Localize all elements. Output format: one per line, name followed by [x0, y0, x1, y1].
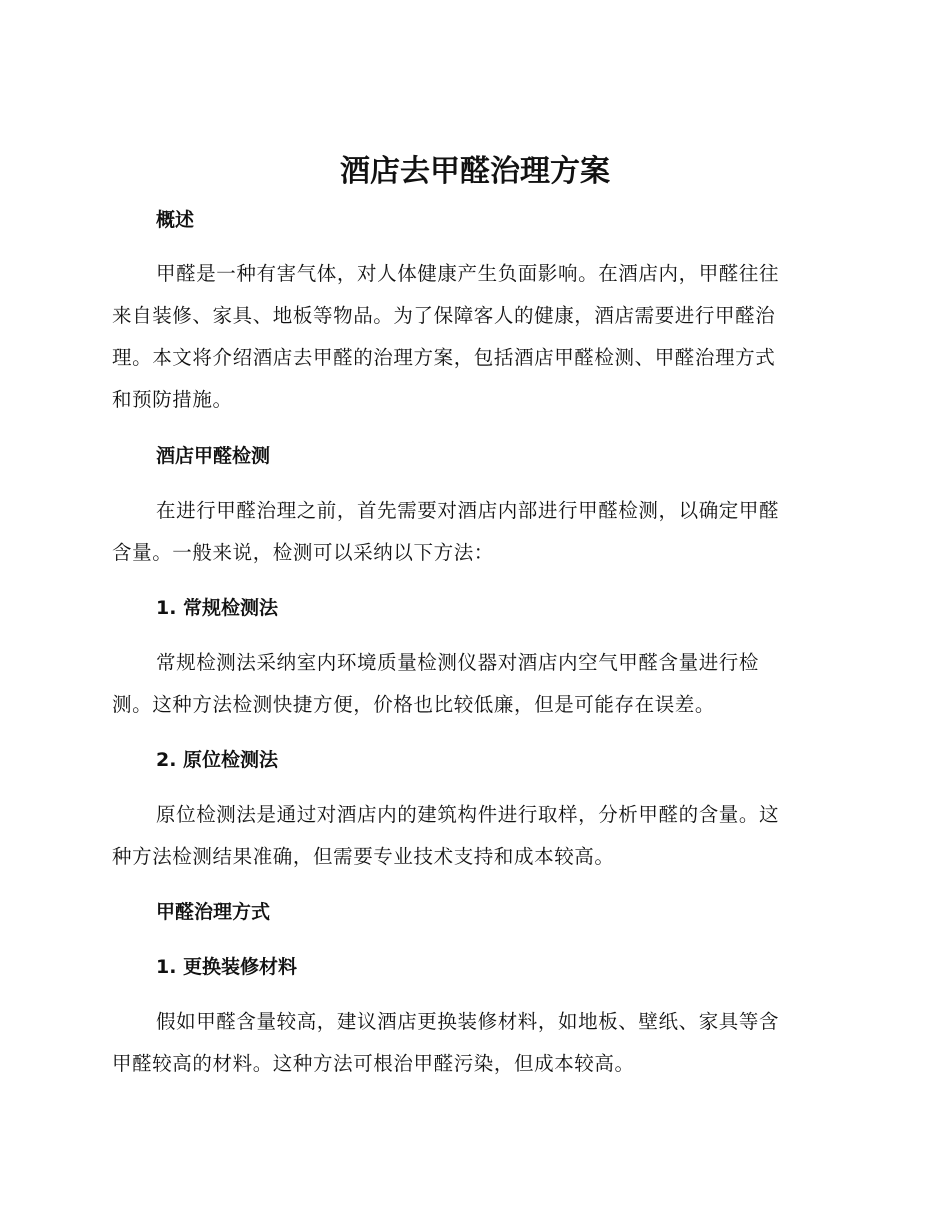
- paragraph-line: 常规检测法采纳室内环境质量检测仪器对酒店内空气甲醛含量进行检: [156, 651, 760, 674]
- paragraph-line: 在进行甲醛治理之前，首先需要对酒店内部进行甲醛检测，以确定甲醛: [156, 499, 780, 522]
- paragraph-line: 理。本文将介绍酒店去甲醛的治理方案，包括酒店甲醛检测、甲醛治理方式: [112, 346, 776, 369]
- document-title: 酒店去甲醛治理方案: [340, 154, 610, 189]
- paragraph-line: 甲醛是一种有害气体，对人体健康产生负面影响。在酒店内，甲醛往往: [156, 262, 780, 285]
- paragraph-in-situ-detection: [112, 794, 852, 878]
- paragraph-line: 来自装修、家具、地板等物品。为了保障客人的健康，酒店需要进行甲醛治: [112, 304, 776, 327]
- section-heading-detection: 酒店甲醛检测: [156, 445, 271, 467]
- paragraph-line: 含量。一般来说，检测可以采纳以下方法：: [112, 541, 494, 564]
- paragraph-overview: [112, 253, 852, 421]
- paragraph-detection: [112, 490, 852, 574]
- paragraph-replace-materials: [112, 1001, 852, 1085]
- paragraph-line: 测。这种方法检测快捷方便，价格也比较低廉，但是可能存在误差。: [112, 693, 716, 716]
- subsection-heading-replace-materials: 1. 更换装修材料: [156, 956, 298, 978]
- subsection-heading-routine-detection: 1. 常规检测法: [156, 597, 279, 619]
- subsection-heading-in-situ-detection: 2. 原位检测法: [156, 749, 279, 771]
- paragraph-line: 原位检测法是通过对酒店内的建筑构件进行取样，分析甲醛的含量。这: [156, 803, 780, 826]
- paragraph-line: 和预防措施。: [112, 388, 233, 411]
- paragraph-line: 甲醛较高的材料。这种方法可根治甲醛污染，但成本较高。: [112, 1052, 635, 1075]
- paragraph-routine-detection: [112, 642, 852, 726]
- paragraph-line: 种方法检测结果准确，但需要专业技术支持和成本较高。: [112, 845, 615, 868]
- section-heading-treatment: 甲醛治理方式: [156, 901, 271, 923]
- paragraph-line: 假如甲醛含量较高，建议酒店更换装修材料，如地板、壁纸、家具等含: [156, 1010, 780, 1033]
- section-heading-overview: 概述: [156, 209, 195, 231]
